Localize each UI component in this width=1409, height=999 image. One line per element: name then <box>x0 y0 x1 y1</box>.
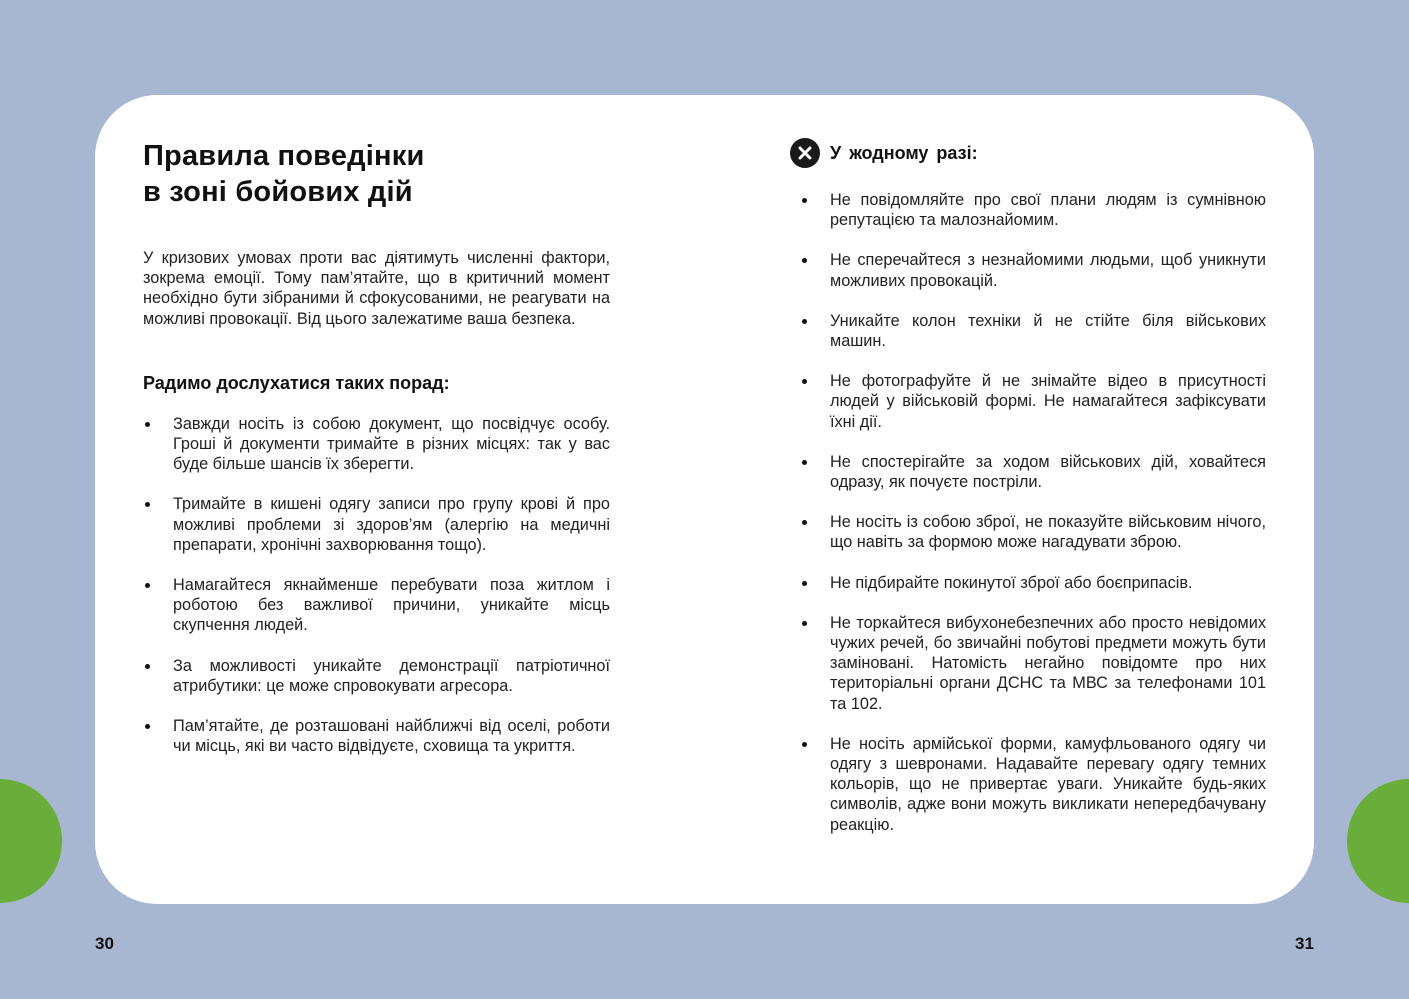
bullet-icon <box>802 742 807 747</box>
list-item-text: Не спостерігайте за ходом військових дій, ховайтеся одразу, як почуєте постріли. <box>830 452 1266 492</box>
list-item <box>143 656 610 696</box>
list-item-text: Намагайтеся якнайменше перебувати поза житлом і роботою без важливої причини, уникайте місць скупчення людей. <box>173 576 610 635</box>
bullet-icon <box>802 520 807 525</box>
page-title <box>143 138 610 210</box>
decorative-green-circle-right <box>1347 779 1409 903</box>
bullet-icon <box>802 621 807 626</box>
bullet-icon <box>802 379 807 384</box>
list-item <box>800 613 1266 714</box>
left-page-content <box>143 138 610 776</box>
list-item <box>800 734 1266 835</box>
list-item <box>800 311 1266 351</box>
title-line-1: Правила поведінки <box>143 140 425 172</box>
bullet-icon <box>145 502 150 507</box>
bullet-icon <box>802 258 807 263</box>
list-item-text: Не носіть армійської форми, камуфльованого одягу чи одягу з шевронами. Надавайте перевагу одягу темних кольорів, що не привертає уваги. Уникайте будь-яких символів, адже вони можуть викликати непередбачувану реакцію. <box>830 734 1266 834</box>
right-page-content <box>790 138 1266 855</box>
page-number-left: 30 <box>95 934 114 953</box>
list-item-text: Тримайте в кишені одягу записи про групу крові й про можливі проблеми зі здоров’ям (алергію на медичні препарати, хронічні захворювання тощо). <box>173 495 610 554</box>
intro-paragraph: У кризових умовах проти вас діятимуть численні фактори, зокрема емоції. Тому пам’ятайте, що в критичний момент необхідно бути зібраними й сфокусованими, не реагувати на можливі провокації. Від цього залежатиме ваша безпека. <box>143 249 610 328</box>
decorative-green-circle-left <box>0 779 62 903</box>
list-item-text: Пам’ятайте, де розташовані найближчі від оселі, роботи чи місць, які ви часто відвідуєте, сховища та укриття. <box>173 717 610 756</box>
tips-list <box>143 414 610 757</box>
x-circle-icon <box>790 138 820 168</box>
page-number-right: 31 <box>1295 934 1314 953</box>
bullet-icon <box>145 664 150 669</box>
list-item-text: За можливості уникайте демонстрації патріотичної атрибутики: це може спровокувати агресора. <box>173 656 610 695</box>
list-item <box>800 190 1266 230</box>
list-item-text: Не торкайтеся вибухонебезпечних або просто невідомих чужих речей, бо звичайні побутові предмети можуть бути заміновані. Натомість негайно повідомте про них територіальні органи ДСНС та МВС за телефонами 101 та 102. <box>830 613 1266 713</box>
list-item <box>143 716 610 756</box>
list-item <box>800 573 1266 593</box>
list-item <box>800 512 1266 552</box>
bullet-icon <box>802 198 807 203</box>
bullet-icon <box>802 460 807 465</box>
list-item-text: Не підбирайте покинутої зброї або боєприпасів. <box>830 573 1193 592</box>
never-heading: У жодному разі: <box>830 142 978 163</box>
list-item <box>143 575 610 636</box>
bullet-icon <box>145 724 150 729</box>
bullet-icon <box>802 581 807 586</box>
list-item <box>800 250 1266 290</box>
list-item-text: Завжди носіть із собою документ, що посвідчує особу. Гроші й документи тримайте в різних місцях: так у вас буде більше шансів їх зберегти. <box>173 414 610 474</box>
list-item-text: Не сперечайтеся з незнайомими людьми, щоб уникнути можливих провокацій. <box>830 251 1266 290</box>
list-item-text: Не повідомляйте про свої плани людям із сумнівною репутацією та малознайомим. <box>830 191 1266 230</box>
bullet-icon <box>145 583 150 588</box>
list-item <box>800 371 1266 432</box>
list-item <box>143 414 610 475</box>
title-line-2: в зоні бойових дій <box>143 176 413 208</box>
tips-subheading: Радимо дослухатися таких порад: <box>143 372 450 393</box>
list-item-text: Уникайте колон техніки й не стійте біля військових машин. <box>830 311 1266 351</box>
list-item <box>800 452 1266 492</box>
never-heading-row <box>790 138 1266 168</box>
list-item <box>143 494 610 555</box>
list-item-text: Не фотографуйте й не знімайте відео в присутності людей у військовій формі. Не намагайтеся зафіксувати їхні дії. <box>830 372 1266 431</box>
bullet-icon <box>145 422 150 427</box>
list-item-text: Не носіть із собою зброї, не показуйте військовим нічого, що навіть за формою може нагадувати зброю. <box>830 513 1266 552</box>
bullet-icon <box>802 319 807 324</box>
donts-list <box>790 190 1266 835</box>
